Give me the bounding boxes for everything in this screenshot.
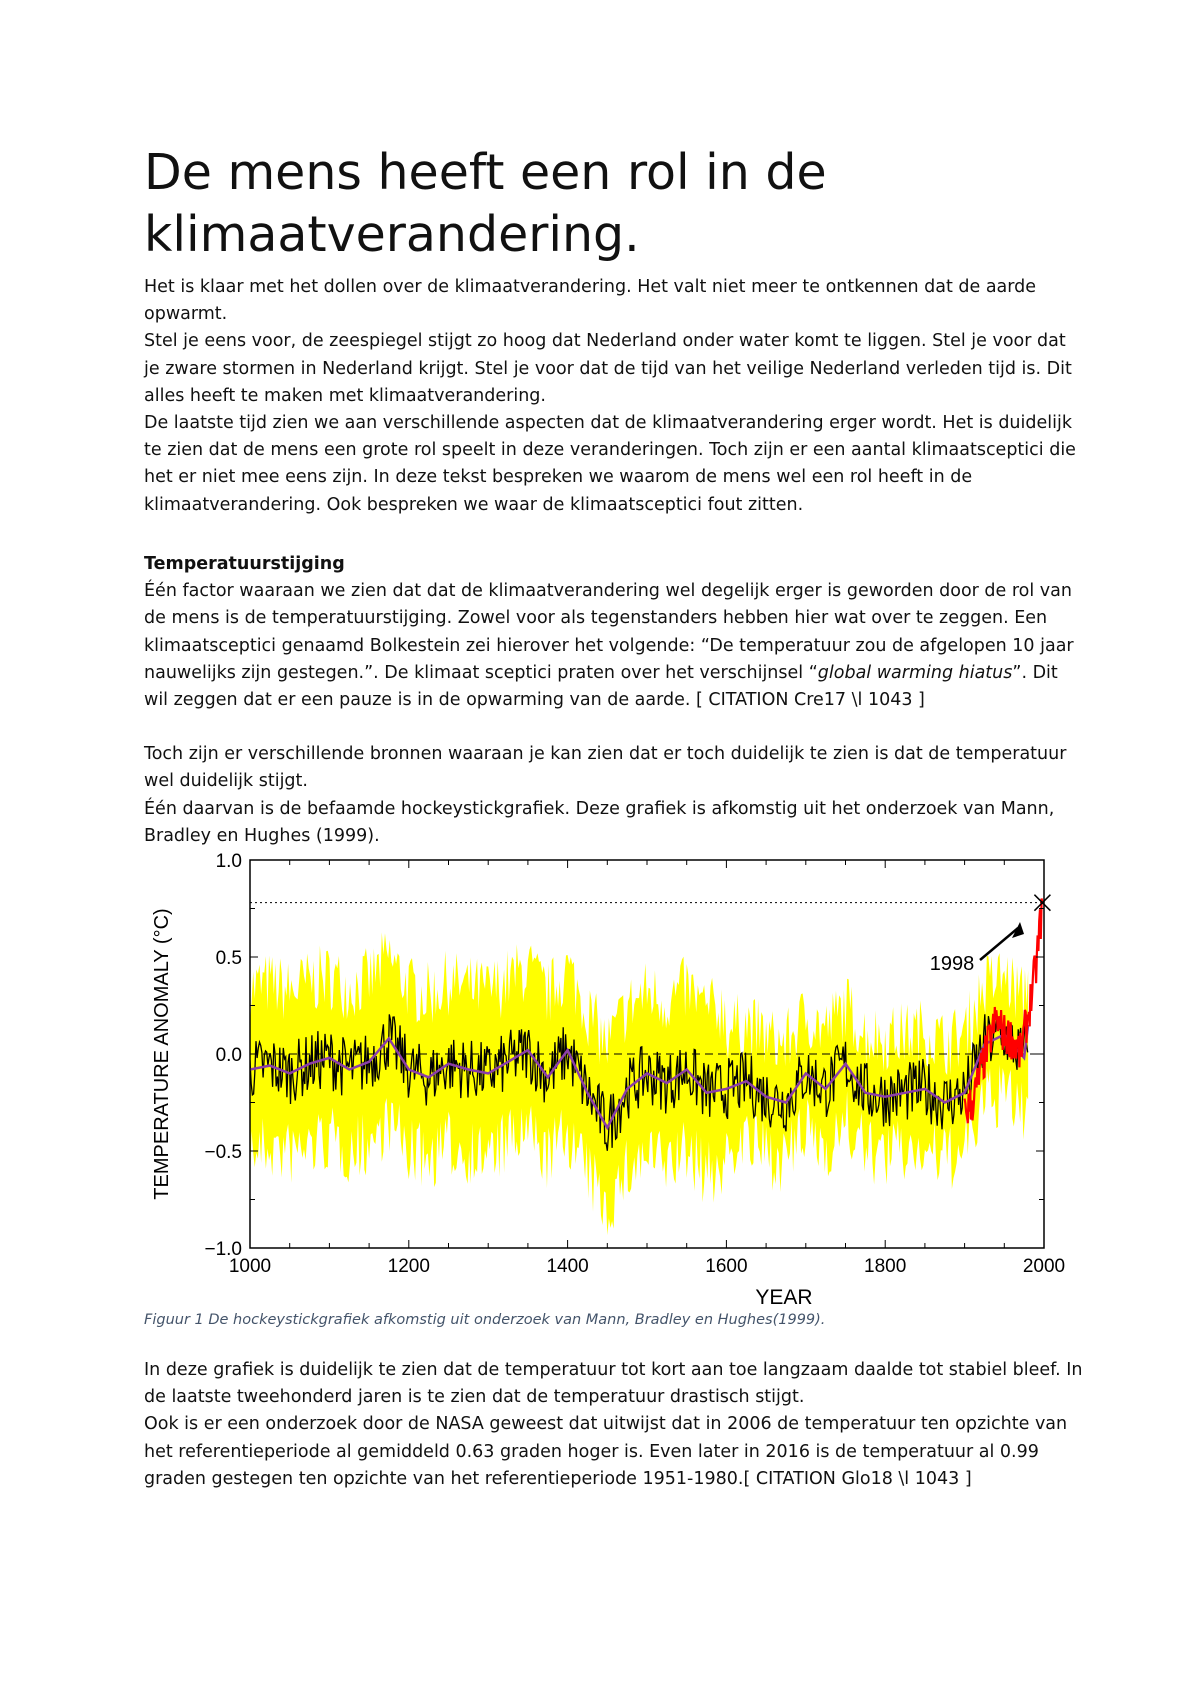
y-tick-label: 0.5 (215, 948, 242, 969)
x-tick-label: 1600 (705, 1256, 748, 1277)
y-tick-label: −1.0 (204, 1239, 242, 1260)
page-title: De mens heeft een rol in de klimaatverandering. (144, 144, 827, 263)
y-tick-label: 1.0 (215, 852, 242, 872)
section-heading: Temperatuurstijging (144, 554, 345, 574)
y-tick-label: 0.0 (215, 1045, 242, 1066)
y-axis-label: TEMPERATURE ANOMALY (°C) (151, 908, 173, 1200)
x-tick-label: 1000 (228, 1256, 272, 1277)
hockeystick-chart (140, 852, 1070, 1310)
annotation-1998: 1998 (929, 953, 975, 975)
x-tick-label: 2000 (1022, 1256, 1066, 1277)
x-tick-label: 1200 (387, 1256, 430, 1277)
italic-term: global warming hiatus (817, 662, 1013, 683)
blank-line (144, 714, 1084, 741)
section-paragraph-2: Toch zijn er verschillende bronnen waaraan je kan zien dat er toch duidelijk te zien is dat de temperatuur wel duidelijk stijgt. (144, 744, 1067, 792)
x-axis-label: YEAR (755, 1286, 813, 1309)
closing-paragraph-1: In deze grafiek is duidelijk te zien dat de temperatuur tot kort aan toe langzaam daalde tot stabiel bleef. In de laatste tweehonderd jaren is te zien dat de temperatuur drastisch stijgt. (144, 1360, 1083, 1408)
paragraph-text-part: Één factor waaraan we zien dat dat de klimaatverandering wel degelijk erger is geworden door de rol van de mens is de temperatuurstijging. Zowel voor als tegenstanders hebben hier wat over te zeggen. Een klimaatsceptici genaamd Bolkestein zei hierover het volgende: “De temperatuur zou de afgelopen 10 jaar nauwelijks zijn gestegen.”. De klimaat sceptici praten over het verschijnsel “ (144, 581, 1074, 683)
section-paragraph-3: Één daarvan is de befaamde hockeystickgrafiek. Deze grafiek is afkomstig uit het onderzoek van Mann, Bradley en Hughes (1999). (144, 798, 1055, 846)
closing-paragraph-2: Ook is er een onderzoek door de NASA geweest dat uitwijst dat in 2006 de temperatuur ten opzichte van het referentieperiode al gemiddeld 0.63 graden hoger is. Even later in 2016 is de temperatuur al 0.99 graden gestegen ten opzichte van het referentieperiode 1951-1980.[ CITATION Glo18 \l 1043 ] (144, 1414, 1068, 1489)
intro-text (144, 274, 1084, 519)
intro-paragraph-2: Stel je eens voor, de zeespiegel stijgt zo hoog dat Nederland onder water komt te liggen. Stel je voor dat je zware stormen in Nederland krijgt. Stel je voor dat de tijd van het veilige Nederland verleden tijd is. Dit alles heeft te maken met klimaatverandering. (144, 331, 1072, 406)
figure-caption: Figuur 1 De hockeystickgrafiek afkomstig uit onderzoek van Mann, Bradley en Hughes(1999). (144, 1312, 826, 1328)
y-tick-label: −0.5 (204, 1142, 242, 1163)
section-paragraph-1 (144, 578, 1084, 714)
paragraph-text-part: ”. Dit wil zeggen dat er een pauze is in de opwarming van de aarde. [ CITATION Cre17 \l 1043 ] (144, 662, 1058, 711)
x-tick-label: 1800 (864, 1256, 907, 1277)
intro-paragraph-3: De laatste tijd zien we aan verschillende aspecten dat de klimaatverandering erger wordt. Het is duidelijk te zien dat de mens een grote rol speelt in deze veranderingen. Toch zijn er een aantal klimaatsceptici die het er niet mee eens zijn. In deze tekst bespreken we waarom de mens wel een rol heeft in de klimaatverandering. Ook bespreken we waar de klimaatsceptici fout zitten. (144, 413, 1076, 515)
section-temperatuur (144, 551, 1084, 850)
intro-paragraph-1: Het is klaar met het dollen over de klimaatverandering. Het valt niet meer te ontkennen dat de aarde opwarmt. (144, 277, 1037, 325)
plot-area (250, 899, 1044, 1236)
closing-text (144, 1357, 1084, 1493)
x-tick-label: 1400 (546, 1256, 589, 1277)
